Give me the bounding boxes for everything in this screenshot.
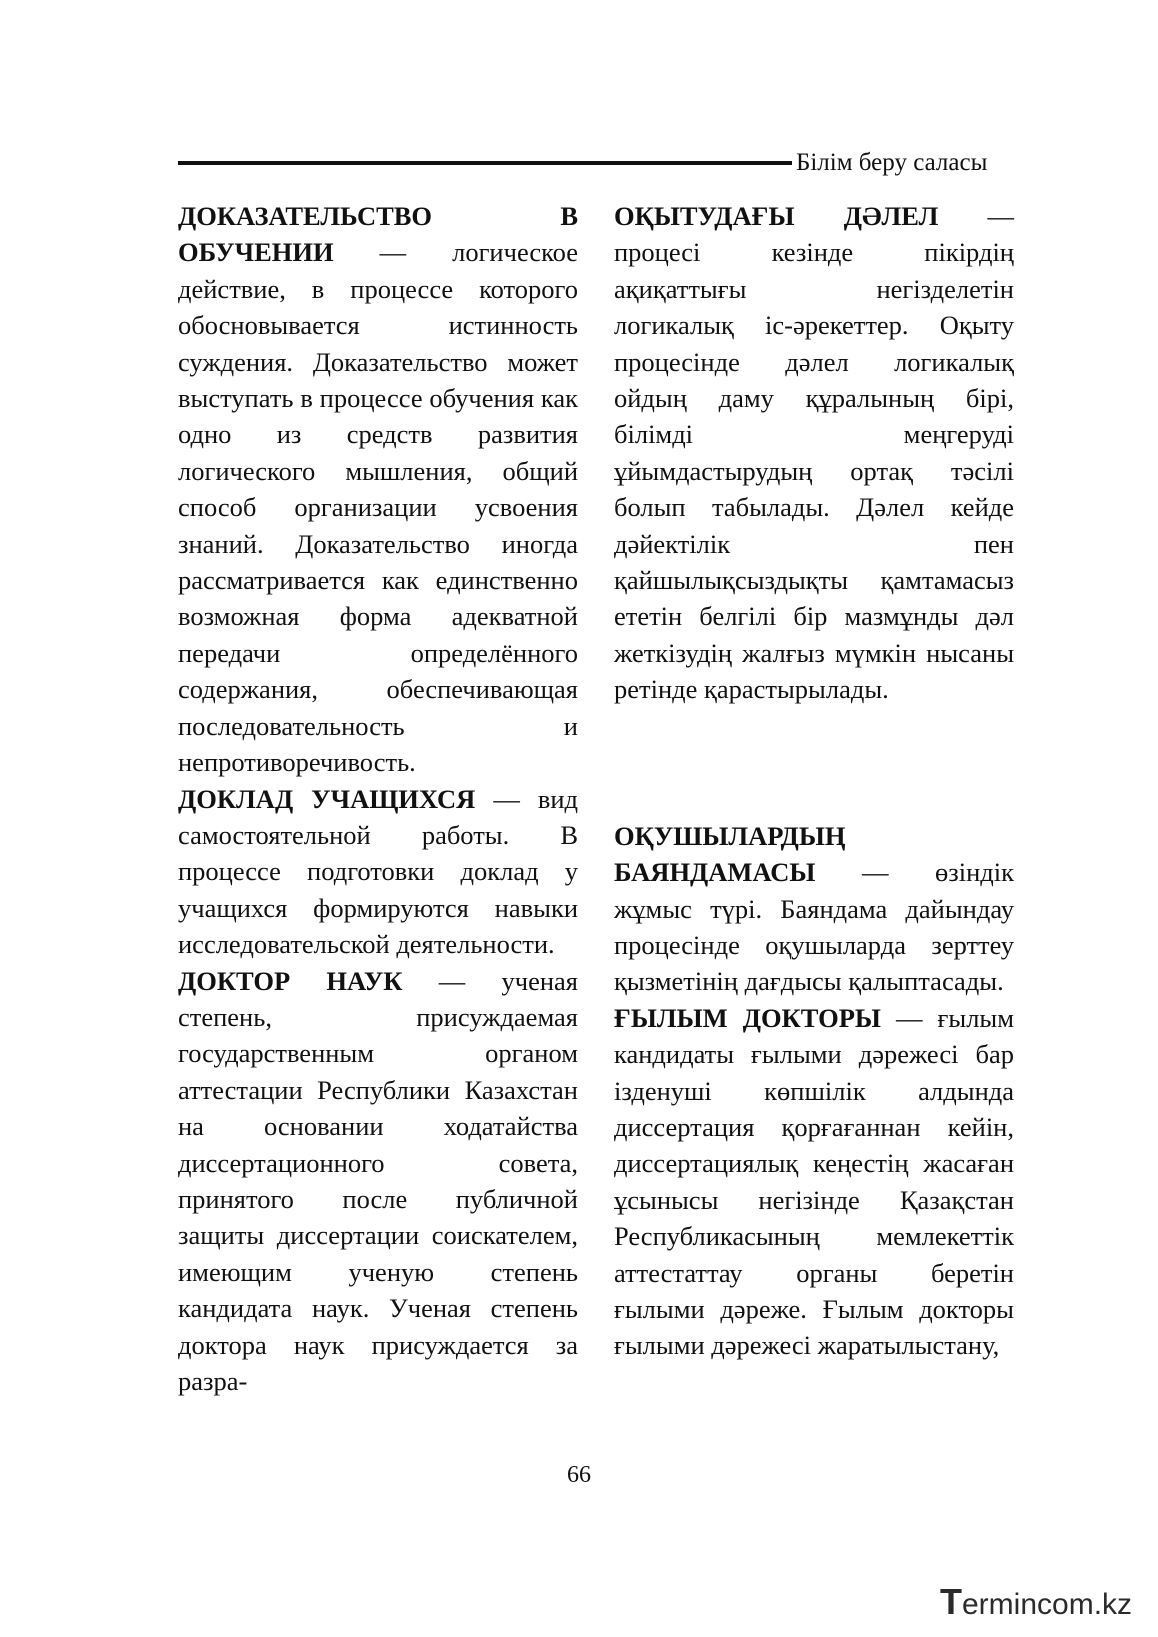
entry-doctor-of-science	[178, 963, 578, 1400]
entry-definition: — ғылым кандидаты ғылыми дәрежесі бар ізденуші көпшілік алдында диссертация қорғағаннан кейін, диссертациялық кеңестің жасаған ұсынысы негізінде Қазақстан Республикасының мемлекеттік аттестаттау органы беретін ғылыми дәреже. Ғылым докторы ғылыми дәрежесі жаратылыстану,	[614, 1002, 1014, 1361]
entry-definition: — вид самостоятельной работы. В процессе подготовки доклад у учащихся формируются навыки исследовательской деятельности.	[178, 783, 578, 960]
running-head: Білім беру саласы	[796, 149, 988, 176]
entry-term: ОҚЫТУДАҒЫ ДӘЛЕЛ	[614, 201, 939, 231]
page-number: 66	[567, 1462, 591, 1488]
entry-okushylardyn-bayandamasy	[614, 818, 1014, 1000]
site-watermark	[940, 1581, 1133, 1623]
entry-definition: — процесі кезінде пікірдің ақиқаттығы негізделетін логикалық іс-әрекеттер. Оқыту процесінде дәлел логикалық ойдың даму құралының бірі, білімді меңгеруді ұйымдастырудың ортақ тәсілі болып табылады. Дәлел кейде дәйектілік пен қайшылықсыздықты қамтамасыз ететін белгілі бір мазмұнды дәл жеткізудің жалғыз мүмкін нысаны ретінде қарастырылады.	[614, 201, 1015, 705]
entry-definition: — ученая степень, присуждаемая государственным органом аттестации Республики Казахстан на основании ходатайства диссертационного совета, принятого после публичной защиты диссертации соискателем, имеющим ученую степень кандидата наук. Ученая степень доктора наук присуждается за разра-	[178, 965, 578, 1396]
entry-student-report	[178, 781, 578, 963]
entry-definition: — өзіндік жұмыс түрі. Баяндама дайындау процесінде оқушыларда зерттеу қызметінің дағдысы қалыптасады.	[614, 857, 1014, 997]
right-column	[614, 198, 1014, 1364]
entry-term: ДОКТОР НАУК	[178, 965, 403, 996]
entry-okytudagy-dalel	[614, 198, 1014, 708]
left-column	[178, 198, 578, 1399]
entry-proof-in-learning	[178, 198, 578, 781]
entry-term: ҒЫЛЫМ ДОКТОРЫ	[614, 1002, 881, 1033]
entry-gylym-doktory	[614, 1000, 1014, 1364]
watermark-initial: T	[940, 1581, 962, 1622]
header-rule	[178, 161, 792, 165]
entry-term: ДОКЛАД УЧАЩИХСЯ	[178, 783, 476, 814]
entry-term: ОҚУШЫЛАРДЫҢ БАЯНДАМАСЫ	[614, 820, 846, 888]
watermark-text: ermincom.kz	[962, 1588, 1133, 1621]
entry-term: ДОКАЗАТЕЛЬСТВО В ОБУЧЕНИИ	[178, 201, 578, 268]
entry-definition: — логическое действие, в процессе которого обосновывается истинность суждения. Доказательство может выступать в процессе обучения как одно из средств развития логического мышления, общий способ организации усвоения знаний. Доказательство иногда рассматривается как единственно возможная форма адекватной передачи определённого содержания, обеспечивающая последовательность и непротиворечивость.	[178, 237, 578, 778]
